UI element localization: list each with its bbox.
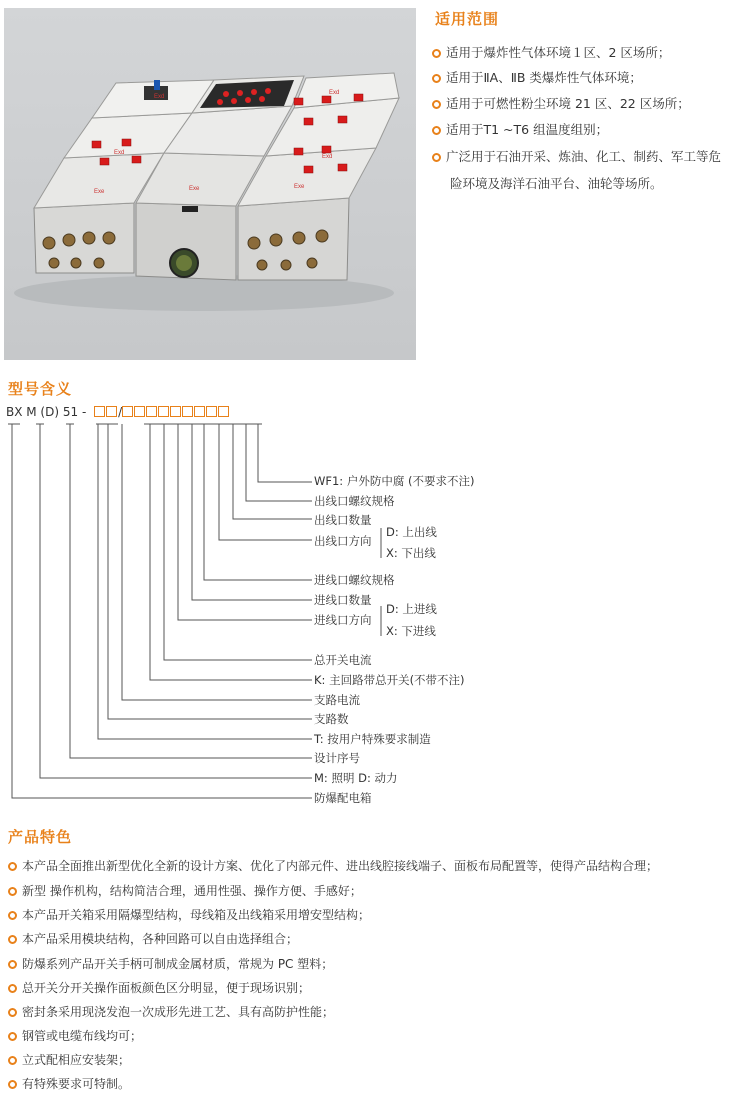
list-item: 本产品采用模块结构，各种回路可以自由选择组合； [8, 930, 298, 947]
label-inlet-direction: 进线口方向 [314, 613, 372, 627]
label-branch-current: 支路电流 [314, 693, 360, 707]
label-outlet-down: X: 下出线 [386, 546, 436, 560]
model-title: 型号含义 [8, 380, 73, 398]
list-item: 总开关分开关操作面板颜色区分明显，便于现场识别； [8, 979, 310, 996]
label-branch-count: 支路数 [314, 712, 349, 726]
bullet-icon [8, 1056, 17, 1065]
scope-title: 适用范围 [435, 10, 500, 28]
list-item: 广泛用于石油开采、炼油、化工、制药、军工等危 [432, 147, 721, 165]
model-code: BX M (D) 51 - / [6, 405, 230, 419]
bullet-icon [8, 960, 17, 969]
label-inlet-thread: 进线口螺纹规格 [314, 573, 395, 587]
list-item: 立式配相应安装架； [8, 1051, 130, 1068]
ex-label: Exd [154, 94, 165, 100]
list-item-continuation: 险环境及海洋石油平台、油轮等场所。 [450, 176, 663, 191]
label-lighting-power: M: 照明 D: 动力 [314, 771, 398, 785]
label-design-seq: 设计序号 [314, 751, 360, 765]
list-item: 密封条采用现浇发泡一次成形先进工艺、具有高防护性能； [8, 1003, 334, 1020]
model-code-text: BX M (D) 51 - [6, 405, 87, 419]
label-inlet-down: X: 下进线 [386, 624, 436, 638]
list-item: 新型 操作机构，结构简洁合理，通用性强、操作方便、手感好； [8, 882, 362, 899]
label-inlet-up: D: 上进线 [386, 602, 437, 616]
label-outlet-direction: 出线口方向 [314, 534, 372, 548]
label-main-current: 总开关电流 [314, 653, 372, 667]
bullet-icon [8, 935, 17, 944]
list-item: 适用于可燃性粉尘环境 21 区、22 区场所； [432, 94, 690, 112]
bullet-icon [8, 1032, 17, 1041]
label-main-switch: K: 主回路带总开关(不带不注) [314, 673, 465, 687]
features-title: 产品特色 [8, 828, 73, 846]
label-box: 防爆配电箱 [314, 791, 372, 805]
ex-label: Exd [322, 154, 333, 160]
list-item: 本产品开关箱采用隔爆型结构，母线箱及出线箱采用增安型结构； [8, 906, 370, 923]
label-outlet-count: 出线口数量 [314, 513, 372, 527]
list-item: 本产品全面推出新型优化全新的设计方案、优化了内部元件、进出线腔接线端子、面板布局配置等，使得产品结构合理； [8, 857, 658, 874]
label-wf1: WF1: 户外防中腐 (不要求不注) [314, 474, 475, 488]
label-inlet-count: 进线口数量 [314, 593, 372, 607]
bullet-icon [8, 984, 17, 993]
ex-label: Exe [294, 184, 305, 190]
ex-label: Exe [189, 186, 200, 192]
bullet-icon [8, 887, 17, 896]
label-special: T: 按用户特殊要求制造 [314, 732, 431, 746]
list-item: 防爆系列产品开关手柄可制成金属材质，常规为 PC 塑料； [8, 955, 333, 972]
ex-label: Exe [94, 189, 105, 195]
ex-label: Exd [329, 90, 340, 96]
list-item: 钢管或电缆布线均可； [8, 1027, 142, 1044]
bullet-icon [8, 1008, 17, 1017]
list-item: 适用于爆炸性气体环境１区、2 区场所； [432, 43, 670, 61]
list-item: 有特殊要求可特制。 [8, 1075, 130, 1092]
bullet-icon [8, 911, 17, 920]
bullet-icon [8, 862, 17, 871]
ex-label: Exd [114, 150, 125, 156]
label-outlet-up: D: 上出线 [386, 525, 437, 539]
label-outlet-thread: 出线口螺纹规格 [314, 494, 395, 508]
list-item: 适用于ⅡA、ⅡB 类爆炸性气体环境； [432, 68, 642, 86]
bullet-icon [8, 1080, 17, 1089]
list-item: 适用于T1 ~T6 组温度组别； [432, 120, 608, 138]
